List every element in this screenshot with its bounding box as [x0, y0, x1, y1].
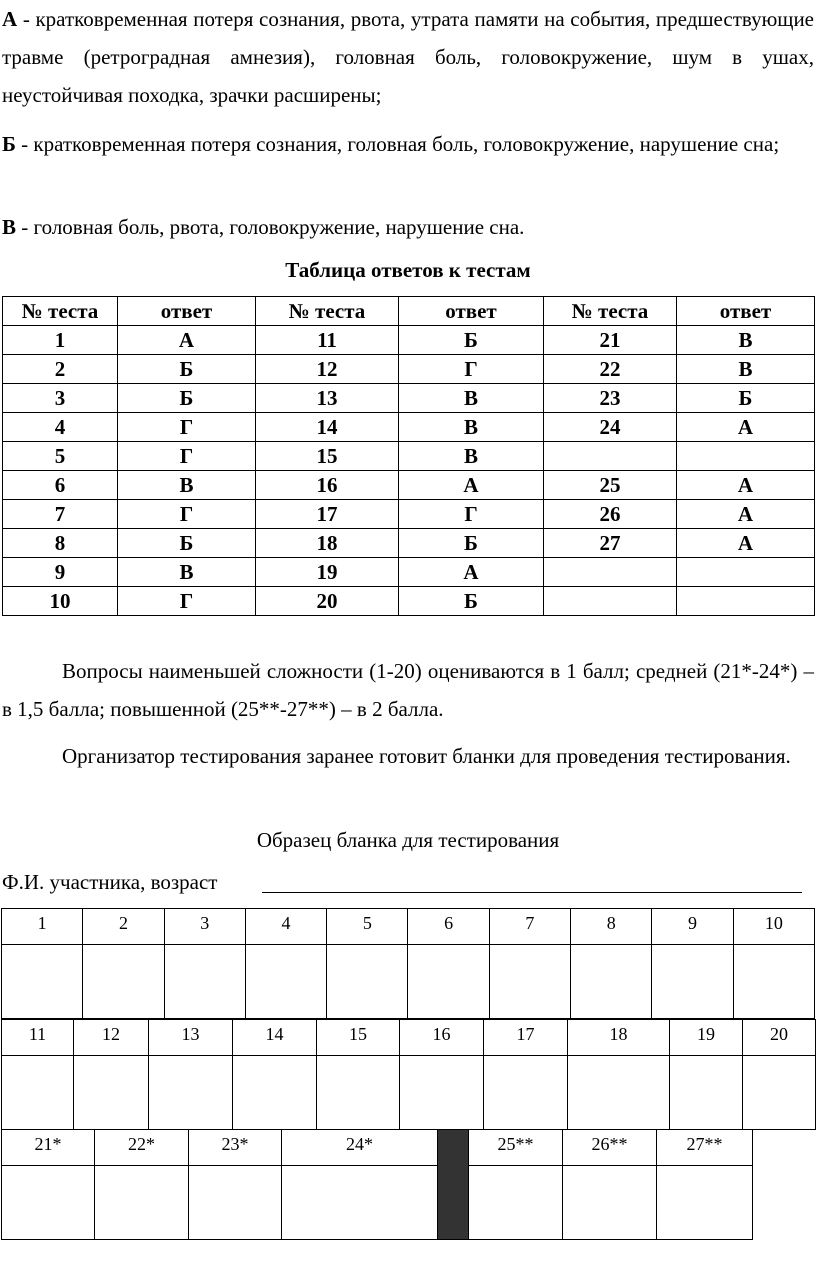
answer-cell: В [118, 558, 256, 587]
test-number-cell: 2 [3, 355, 118, 384]
test-number-cell: 24 [544, 413, 677, 442]
answer-cell [677, 558, 815, 587]
sheet-answer-cell[interactable] [245, 945, 326, 1019]
answers-row [3, 471, 815, 500]
sheet-question-number: 4 [245, 909, 326, 945]
answer-cell: В [399, 384, 544, 413]
sheet-question-number: 26** [563, 1130, 657, 1166]
option-a-text: - кратковременная потеря сознания, рвота, утрата памяти на события, предшествующие травме (ретроградная амнезия), головная боль, головокружение, шум в ушах, неустойчивая походка, зрачки расширены; [2, 7, 814, 107]
test-number-cell: 19 [256, 558, 399, 587]
answer-sheet-row-3 [1, 1129, 753, 1240]
option-v-text: - головная боль, рвота, головокружение, нарушение сна. [16, 215, 525, 239]
test-number-cell: 8 [3, 529, 118, 558]
answer-cell: Б [118, 529, 256, 558]
name-age-field-line[interactable] [262, 892, 802, 893]
test-number-cell: 17 [256, 500, 399, 529]
answer-cell: В [677, 326, 815, 355]
answer-cell [677, 442, 815, 471]
sheet-answer-cell[interactable] [95, 1166, 189, 1240]
answer-cell: Г [399, 500, 544, 529]
test-number-cell [544, 587, 677, 616]
option-b-paragraph [2, 125, 814, 163]
answers-row [3, 355, 815, 384]
answer-cell: Г [118, 587, 256, 616]
test-number-cell: 1 [3, 326, 118, 355]
test-number-cell: 20 [256, 587, 399, 616]
test-number-cell: 9 [3, 558, 118, 587]
test-number-cell: 7 [3, 500, 118, 529]
sheet-answer-cell[interactable] [652, 945, 733, 1019]
answer-cell: В [118, 471, 256, 500]
answers-row [3, 587, 815, 616]
sheet-answer-cell[interactable] [2, 1056, 74, 1130]
option-b-letter: Б [2, 132, 16, 156]
sheet-answer-cell[interactable] [2, 945, 83, 1019]
answer-cell: Г [118, 442, 256, 471]
sheet-answer-cell[interactable] [408, 945, 489, 1019]
answers-row [3, 500, 815, 529]
answers-row [3, 529, 815, 558]
sheet-answer-cell[interactable] [317, 1056, 400, 1130]
header-answer: ответ [399, 297, 544, 326]
sheet-answer-cell[interactable] [484, 1056, 568, 1130]
blacked-out-column [438, 1130, 469, 1240]
sheet-question-number: 25** [469, 1130, 563, 1166]
sheet-answer-cell[interactable] [743, 1056, 816, 1130]
sheet-answer-cell[interactable] [657, 1166, 753, 1240]
test-number-cell: 10 [3, 587, 118, 616]
option-v-letter: В [2, 215, 17, 239]
sheet-answer-cell[interactable] [568, 1056, 670, 1130]
test-number-cell: 22 [544, 355, 677, 384]
sheet-answer-cell[interactable] [400, 1056, 484, 1130]
answers-row [3, 558, 815, 587]
test-number-cell: 21 [544, 326, 677, 355]
test-number-cell: 12 [256, 355, 399, 384]
sheet-answer-cell[interactable] [189, 1166, 282, 1240]
sheet-answer-cell[interactable] [149, 1056, 233, 1130]
test-number-cell: 13 [256, 384, 399, 413]
answer-cell: Б [118, 384, 256, 413]
sheet-question-number: 14 [233, 1020, 317, 1056]
sheet-question-number: 7 [489, 909, 570, 945]
answer-cell: А [677, 500, 815, 529]
test-number-cell: 14 [256, 413, 399, 442]
sheet-question-number: 8 [571, 909, 652, 945]
sheet-answer-cell[interactable] [164, 945, 245, 1019]
sheet-answer-cell[interactable] [2, 1166, 95, 1240]
sheet-answer-cell[interactable] [74, 1056, 149, 1130]
answer-cell: А [677, 529, 815, 558]
answer-cell: Б [399, 587, 544, 616]
answers-row [3, 442, 815, 471]
sheet-answer-cell[interactable] [733, 945, 814, 1019]
scoring-paragraph: Вопросы наименьшей сложности (1-20) оцениваются в 1 балл; средней (21*-24*) – в 1,5 балла; повышенной (25**-27**) – в 2 балла. [2, 659, 814, 721]
answer-cell: Б [677, 384, 815, 413]
sheet-question-number: 6 [408, 909, 489, 945]
sheet-question-number: 13 [149, 1020, 233, 1056]
sheet-answer-cell[interactable] [327, 945, 408, 1019]
answer-cell: Б [399, 326, 544, 355]
name-age-label: Ф.И. участника, возраст [2, 870, 218, 894]
sheet-question-number: 18 [568, 1020, 670, 1056]
sheet-answer-cell[interactable] [489, 945, 570, 1019]
sheet-answer-cell[interactable] [83, 945, 164, 1019]
header-test-number: № теста [256, 297, 399, 326]
test-number-cell: 6 [3, 471, 118, 500]
sheet-question-number: 24* [282, 1130, 438, 1166]
answer-cell: В [399, 442, 544, 471]
sheet-answer-cell[interactable] [670, 1056, 743, 1130]
answer-cell [677, 587, 815, 616]
answer-cell: Г [399, 355, 544, 384]
sheet-question-number: 12 [74, 1020, 149, 1056]
header-answer: ответ [677, 297, 815, 326]
sheet-question-number: 11 [2, 1020, 74, 1056]
form-title: Образец бланка для тестирования [256, 828, 560, 852]
test-number-cell: 11 [256, 326, 399, 355]
test-number-cell: 27 [544, 529, 677, 558]
sheet-question-number: 27** [657, 1130, 753, 1166]
answer-cell: Г [118, 500, 256, 529]
sheet-question-number: 2 [83, 909, 164, 945]
answers-table [2, 296, 815, 616]
answers-row [3, 326, 815, 355]
test-number-cell: 25 [544, 471, 677, 500]
option-v-paragraph [2, 208, 814, 246]
header-answer: ответ [118, 297, 256, 326]
test-number-cell: 26 [544, 500, 677, 529]
test-number-cell: 3 [3, 384, 118, 413]
test-number-cell: 23 [544, 384, 677, 413]
answer-cell: Б [399, 529, 544, 558]
answer-cell: В [677, 355, 815, 384]
sheet-question-number: 20 [743, 1020, 816, 1056]
answer-sheet-row-2 [1, 1019, 816, 1130]
answer-cell: Б [118, 355, 256, 384]
sheet-question-number: 9 [652, 909, 733, 945]
answers-header-row [3, 297, 815, 326]
answers-table-title: Таблица ответов к тестам [285, 258, 531, 282]
sheet-answer-cell[interactable] [469, 1166, 563, 1240]
answers-row [3, 384, 815, 413]
sheet-question-number: 10 [733, 909, 814, 945]
answer-cell: Г [118, 413, 256, 442]
sheet-question-number: 21* [2, 1130, 95, 1166]
test-number-cell: 16 [256, 471, 399, 500]
sheet-question-number: 1 [2, 909, 83, 945]
sheet-answer-cell[interactable] [571, 945, 652, 1019]
answers-row [3, 413, 815, 442]
test-number-cell: 18 [256, 529, 399, 558]
organizer-paragraph: Организатор тестирования заранее готовит бланки для проведения тестирования. [62, 744, 791, 768]
sheet-question-number: 19 [670, 1020, 743, 1056]
answer-cell: В [399, 413, 544, 442]
answer-cell: А [118, 326, 256, 355]
sheet-question-number: 23* [189, 1130, 282, 1166]
sheet-question-number: 15 [317, 1020, 400, 1056]
answer-cell: А [399, 471, 544, 500]
sheet-question-number: 22* [95, 1130, 189, 1166]
sheet-question-number: 3 [164, 909, 245, 945]
answer-cell: А [677, 413, 815, 442]
sheet-answer-cell[interactable] [282, 1166, 438, 1240]
test-number-cell: 15 [256, 442, 399, 471]
sheet-answer-cell[interactable] [233, 1056, 317, 1130]
test-number-cell: 4 [3, 413, 118, 442]
header-test-number: № теста [3, 297, 118, 326]
option-b-text: - кратковременная потеря сознания, головная боль, головокружение, нарушение сна; [15, 132, 780, 156]
test-number-cell [544, 558, 677, 587]
sheet-question-number: 5 [327, 909, 408, 945]
test-number-cell: 5 [3, 442, 118, 471]
sheet-question-number: 16 [400, 1020, 484, 1056]
option-a-paragraph [2, 0, 814, 114]
header-test-number: № теста [544, 297, 677, 326]
option-a-letter: А [2, 7, 18, 31]
sheet-question-number: 17 [484, 1020, 568, 1056]
answer-cell: А [677, 471, 815, 500]
answer-sheet-row-1 [1, 908, 815, 1019]
test-number-cell [544, 442, 677, 471]
sheet-answer-cell[interactable] [563, 1166, 657, 1240]
answer-cell: А [399, 558, 544, 587]
